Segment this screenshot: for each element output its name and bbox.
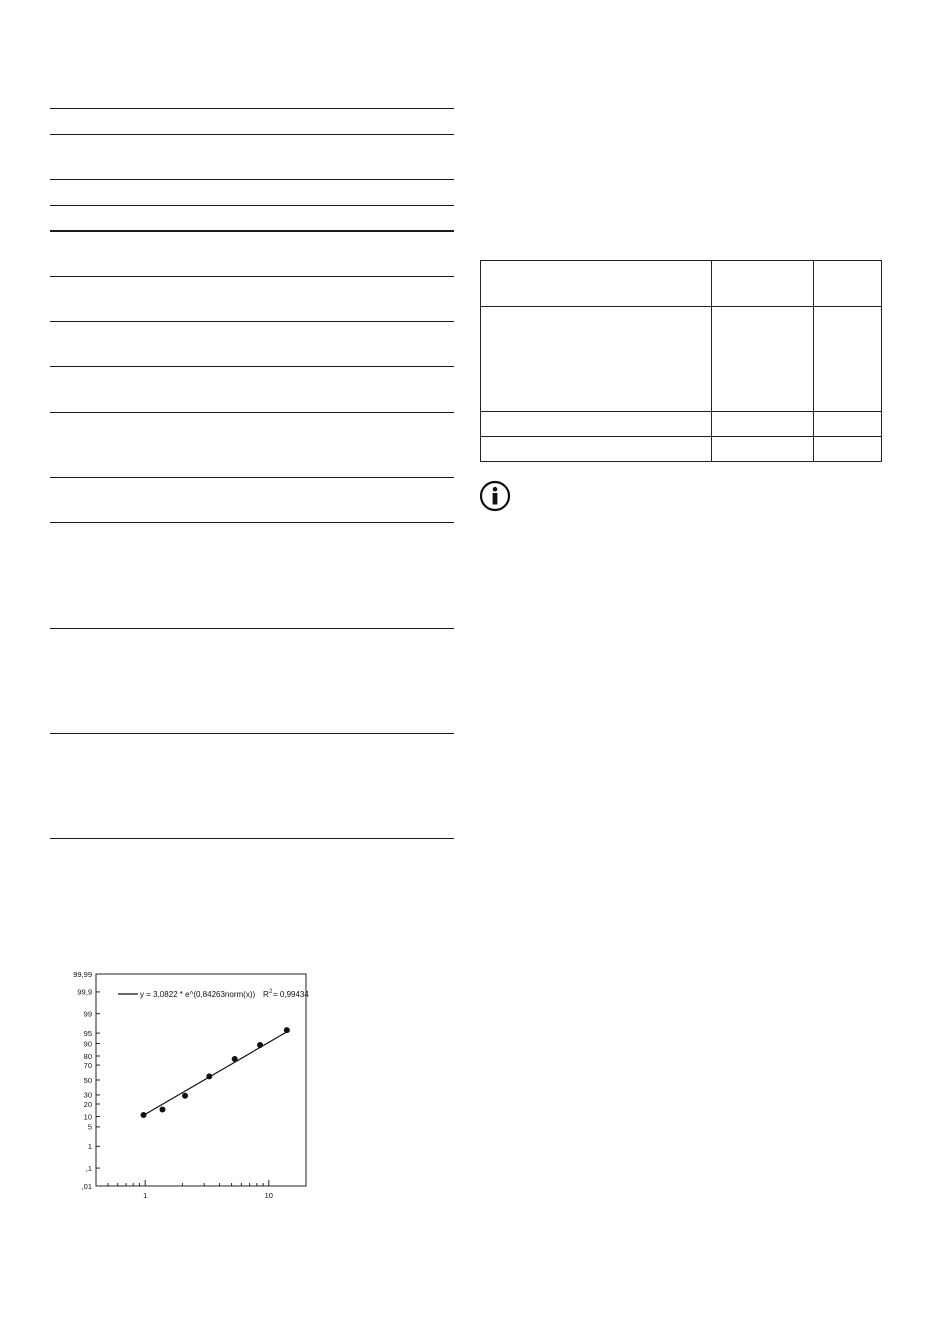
y-tick-label: 20 [83,1099,92,1109]
probability-chart [60,960,320,1220]
legend-r2-superscript: 2 [269,989,273,995]
data-point [284,1027,290,1033]
plot-frame [96,974,306,1186]
fit-line [144,1031,289,1116]
y-tick-label: 10 [83,1112,92,1122]
legend [118,989,309,999]
y-tick-label: 80 [83,1051,92,1061]
y-tick-label: 50 [83,1075,92,1085]
y-tick-label: 99,9 [77,987,92,997]
legend-r2-value: = 0,99434 [273,990,309,999]
table-rule [50,412,454,413]
table-rule [50,838,454,839]
y-tick-label: 5 [87,1122,92,1132]
data-table [480,260,882,462]
y-tick-label: 95 [83,1028,92,1038]
y-tick-label: 30 [83,1090,92,1100]
table-rule [50,733,454,734]
y-tick-label: 90 [83,1039,92,1049]
y-tick-label: ,1 [85,1163,92,1173]
table-rule [50,179,454,180]
table-rule [50,628,454,629]
table-column-divider [711,261,712,461]
data-point [182,1093,188,1099]
chart-svg [60,960,320,1220]
table-rule [50,321,454,322]
table-rule [50,477,454,478]
data-point [206,1073,212,1079]
table-row-divider [481,436,881,437]
table-row-divider [481,411,881,412]
legend-r2-label: R [263,990,269,999]
table-row-divider [481,306,881,307]
table-rule [50,205,454,206]
data-point [232,1056,238,1062]
table-rule [50,366,454,367]
y-tick-label: ,01 [81,1181,92,1191]
y-tick-label: 99,99 [73,969,92,979]
table-rule [50,230,454,232]
y-tick-label: 99 [83,1009,92,1019]
table-rule [50,134,454,135]
table-rule [50,276,454,277]
x-tick-label: 10 [264,1191,273,1200]
x-axis [96,1180,306,1200]
x-tick-label: 1 [143,1191,148,1200]
info-icon [479,480,511,512]
y-tick-label: 70 [83,1060,92,1070]
table-rule [50,108,454,109]
data-point [159,1107,165,1113]
data-point [141,1112,147,1118]
table-column-divider [813,261,814,461]
y-tick-label: 1 [87,1142,92,1152]
table-rule [50,522,454,523]
data-point [257,1042,263,1048]
legend-equation: y = 3,0822 * e^(0,84263norm(x)) [140,990,256,999]
